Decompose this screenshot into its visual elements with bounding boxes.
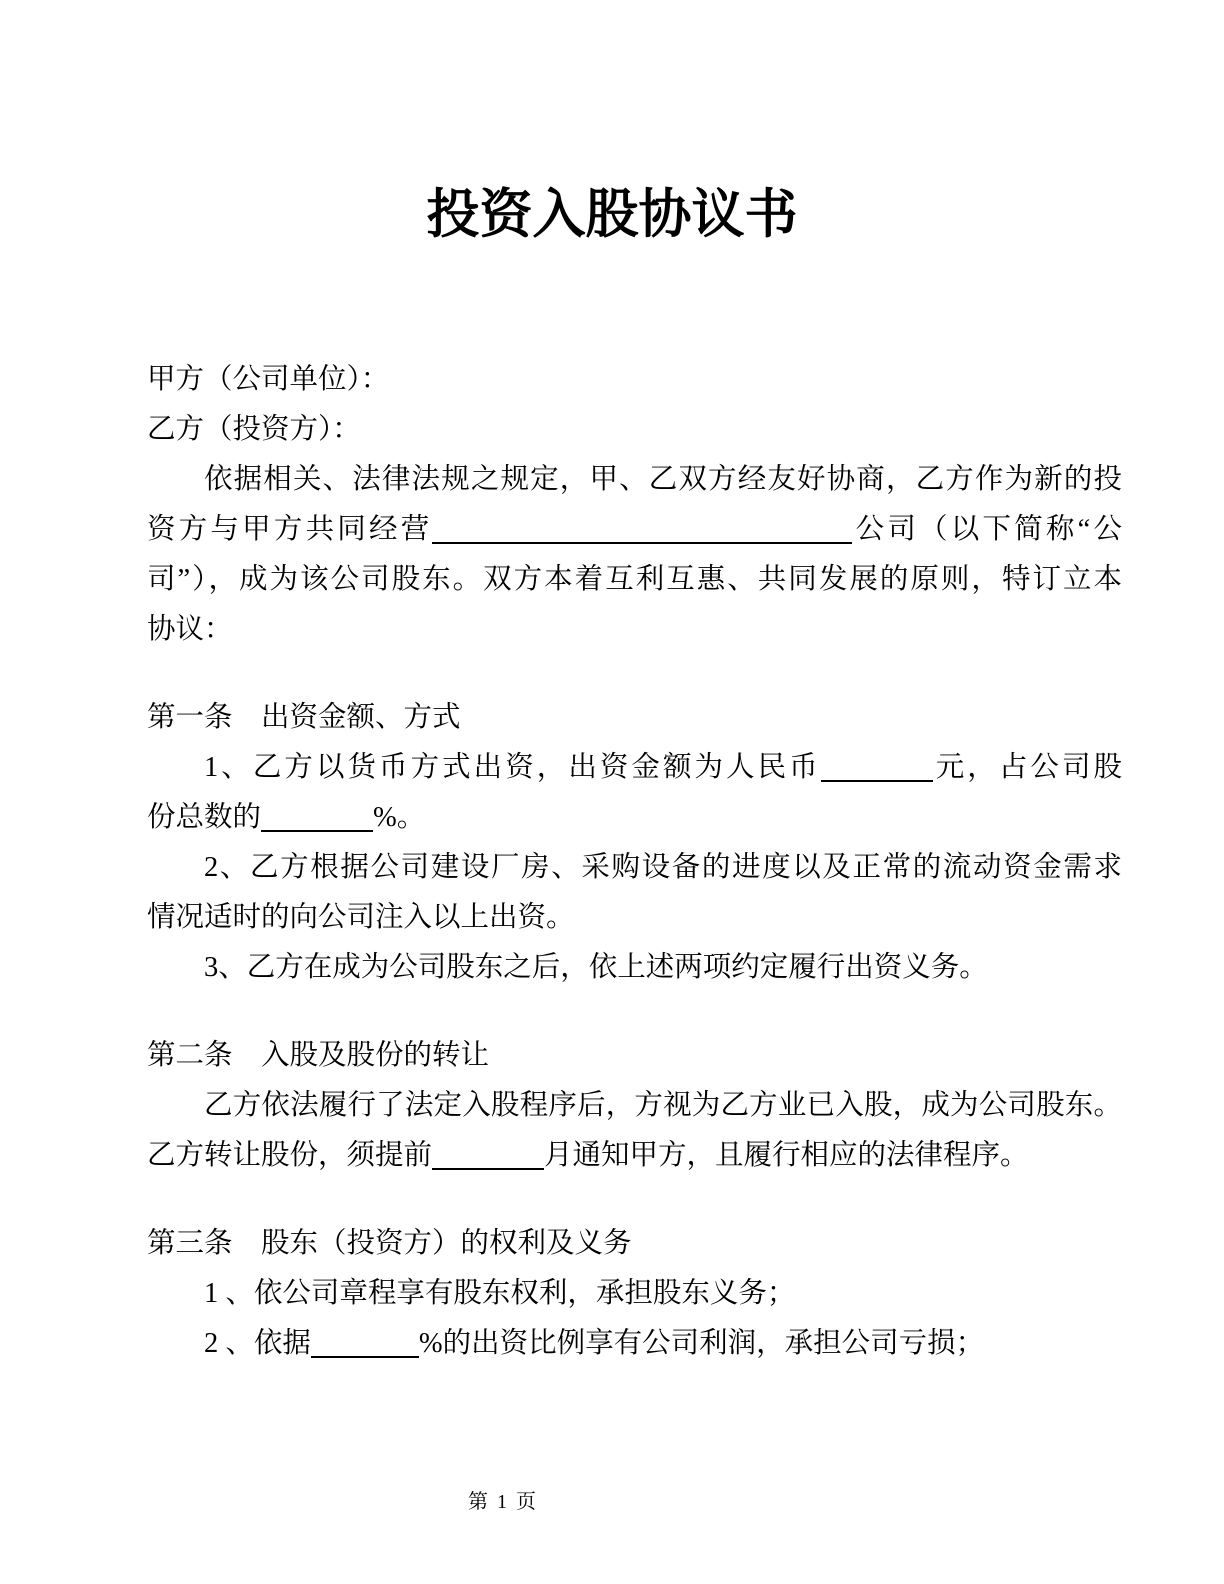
text-run: 司”），成为该公司股东。双方本着互利互惠、共同发展的原则，特订立本 bbox=[147, 564, 1122, 595]
preamble bbox=[147, 455, 1122, 655]
text-line bbox=[147, 793, 1122, 843]
text-run: 1、乙方以货币方式出资，出资金额为人民币 bbox=[204, 752, 821, 783]
blank-underline bbox=[821, 752, 933, 783]
article2-heading: 第二条 入股及股份的转让 bbox=[147, 1040, 490, 1071]
text-run: 资方与甲方共同经营 bbox=[147, 514, 433, 545]
article1-item3 bbox=[147, 943, 1122, 993]
text-line bbox=[147, 455, 1122, 505]
text-line bbox=[147, 555, 1122, 605]
text-line bbox=[147, 1131, 1122, 1181]
text-line bbox=[147, 943, 1122, 993]
text-run: %的出资比例享有公司利润，承担公司亏损； bbox=[418, 1328, 985, 1359]
text-run: 3、乙方在成为公司股东之后，依上述两项约定履行出资义务。 bbox=[204, 952, 988, 983]
text-line bbox=[147, 743, 1122, 793]
text-line bbox=[147, 1319, 1122, 1369]
document-title: 投资入股协议书 bbox=[426, 186, 798, 244]
text-line bbox=[147, 893, 1122, 943]
text-run: 依据相关、法律法规之规定，甲、乙双方经友好协商，乙方作为新的投 bbox=[204, 464, 1122, 495]
text-run: 2 、依据 bbox=[204, 1328, 311, 1359]
blank-underline bbox=[432, 1140, 544, 1171]
text-run: 乙方转让股份，须提前 bbox=[147, 1140, 433, 1171]
text-run: 1 、依公司章程享有股东权利，承担股东义务； bbox=[204, 1278, 796, 1309]
parties-block bbox=[147, 355, 1122, 455]
text-line bbox=[147, 1269, 1122, 1319]
text-run: 份总数的 bbox=[147, 802, 262, 833]
blank-underline bbox=[261, 802, 373, 833]
body-blocks bbox=[147, 455, 1122, 1369]
page-footer bbox=[468, 1490, 538, 1514]
article1-item1 bbox=[147, 743, 1122, 843]
text-line bbox=[147, 843, 1122, 893]
document-content bbox=[0, 355, 1224, 1369]
article3-item1 bbox=[147, 1269, 1122, 1319]
article3-item2 bbox=[147, 1319, 1122, 1369]
article3-heading: 第三条 股东（投资方）的权利及义务 bbox=[147, 1228, 632, 1259]
text-run: 协议： bbox=[147, 614, 233, 645]
article2-body bbox=[147, 1081, 1122, 1181]
blank-underline bbox=[311, 1328, 419, 1359]
text-line bbox=[147, 1081, 1122, 1131]
text-run: %。 bbox=[373, 802, 426, 833]
text-run: 月通知甲方，且履行相应的法律程序。 bbox=[544, 1140, 1029, 1171]
article1-heading: 第一条 出资金额、方式 bbox=[147, 702, 461, 733]
text-run: 元，占公司股 bbox=[932, 752, 1122, 783]
blank-underline bbox=[432, 514, 852, 545]
text-run: 乙方依法履行了法定入股程序后，方视为乙方业已入股，成为公司股东。 bbox=[204, 1090, 1122, 1121]
text-run: 公司（以下简称“公 bbox=[852, 514, 1122, 545]
text-line bbox=[147, 605, 1122, 655]
article1-item2 bbox=[147, 843, 1122, 943]
text-run: 情况适时的向公司注入以上出资。 bbox=[147, 902, 575, 933]
party-line-1: 甲方（公司单位）： bbox=[147, 364, 390, 395]
text-run: 2、乙方根据公司建设厂房、采购设备的进度以及正常的流动资金需求 bbox=[204, 852, 1122, 883]
party-line-2: 乙方（投资方）： bbox=[147, 414, 361, 445]
page-number: 第 1 页 bbox=[468, 1491, 538, 1513]
text-line bbox=[147, 505, 1122, 555]
